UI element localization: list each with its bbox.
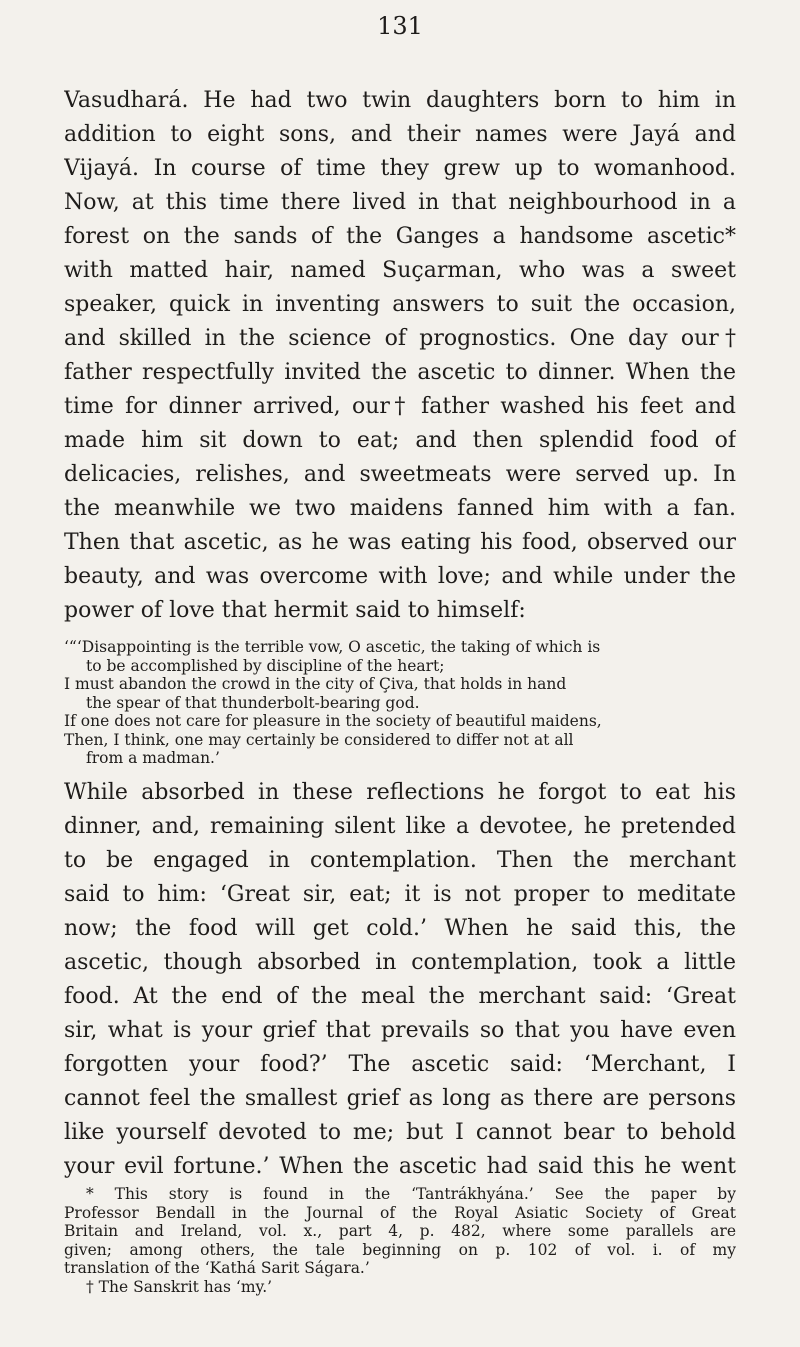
verse-line: to be accomplished by discipline of the heart; [86,656,445,675]
page-number: 131 [377,12,423,40]
text-line: forgotten your food?’ The ascetic said: ‘Merchant, I [64,1052,736,1077]
verse-line: Then, I think, one may certainly be considered to differ not at all [64,730,574,749]
paragraph-1 [64,84,736,628]
text-line: addition to eight sons, and their names were Jayá and [64,122,736,147]
footnote-line: * This story is found in the ‘Tantrákhyána.’ See the paper by [86,1185,736,1203]
text-line: with matted hair, named Suçarman, who was a sweet [64,258,736,283]
text-line: beauty, and was overcome with love; and while under the [64,564,736,589]
verse-quotation [64,638,754,768]
text-line: your evil fortune.’ When the ascetic had said this he went [64,1154,736,1179]
text-line: While absorbed in these reflections he forgot to eat his [64,780,736,805]
footnote-line: translation of the ‘Kathá Sarit Ságara.’ [64,1259,370,1277]
footnote-line: † The Sanskrit has ‘my.’ [86,1277,273,1296]
text-line: like yourself devoted to me; but I cannot bear to behold [64,1120,736,1145]
text-line: the meanwhile we two maidens fanned him with a fan. [64,496,736,521]
text-line: Now, at this time there lived in that neighbourhood in a [64,190,736,215]
verse-line: If one does not care for pleasure in the society of beautiful maidens, [64,712,602,730]
text-line: and skilled in the science of prognostics. One day our† [64,326,736,351]
text-line: made him sit down to eat; and then splendid food of [64,428,736,453]
text-line: said to him: ‘Great sir, eat; it is not proper to meditate [64,882,736,907]
text-line: father respectfully invited the ascetic to dinner. When the [64,360,736,385]
paragraph-2 [64,776,736,1184]
text-line: time for dinner arrived, our† father washed his feet and [64,394,736,419]
text-line: forest on the sands of the Ganges a handsome ascetic* [64,224,736,249]
text-line: delicacies, relishes, and sweetmeats were served up. In [64,462,736,487]
text-line: cannot feel the smallest grief as long as there are persons [64,1086,736,1111]
footnote-line: given; among others, the tale beginning on p. 102 of vol. i. of my [64,1240,736,1259]
verse-line: from a madman.’ [86,749,220,767]
footnotes [64,1185,736,1296]
verse-line: the spear of that thunderbolt-bearing god. [86,693,420,712]
verse-line: I must abandon the crowd in the city of Çiva, that holds in hand [64,675,567,693]
text-line: power of love that hermit said to himself: [64,598,526,623]
verse-line: ‘“‘Disappointing is the terrible vow, O ascetic, the taking of which is [64,638,601,656]
footnote-line: Britain and Ireland, vol. x., part 4, p. 482, where some parallels are [64,1222,736,1240]
text-line: now; the food will get cold.’ When he said this, the [64,916,736,941]
text-line: food. At the end of the meal the merchant said: ‘Great [64,984,736,1009]
text-line: Then that ascetic, as he was eating his food, observed our [64,530,736,555]
text-line: dinner, and, remaining silent like a devotee, he pretended [64,814,736,839]
footnote-line: Professor Bendall in the Journal of the Royal Asiatic Society of Great [64,1203,736,1222]
text-line: Vasudhará. He had two twin daughters born to him in [64,88,736,113]
text-line: sir, what is your grief that prevails so that you have even [64,1018,736,1043]
text-line: speaker, quick in inventing answers to suit the occasion, [64,292,736,317]
text-line: to be engaged in contemplation. Then the merchant [64,848,736,873]
text-line: ascetic, though absorbed in contemplation, took a little [64,950,736,975]
text-line: Vijayá. In course of time they grew up to womanhood. [64,156,736,181]
